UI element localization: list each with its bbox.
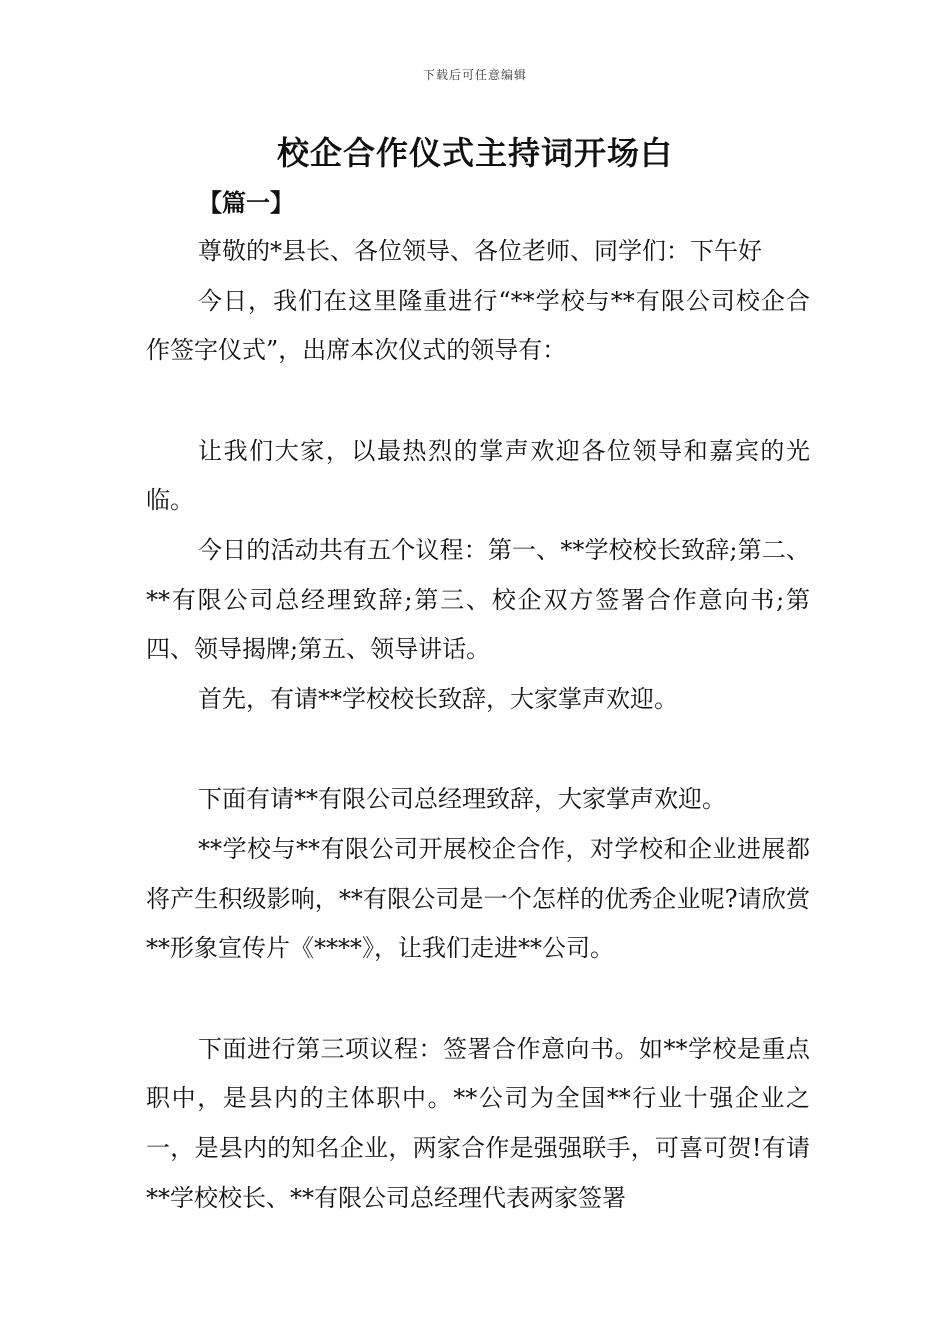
paragraph-cooperation: **学校与**有限公司开展校企合作，对学校和企业进展都将产生积级影响，**有限公司是一个怎样的优秀企业呢?请欣赏**形象宣传片《****》，让我们走进**公司。: [146, 834, 810, 963]
paragraph-principal-speech: 首先，有请**学校校长致辞，大家掌声欢迎。: [198, 684, 678, 713]
section-label: 【篇一】: [198, 188, 294, 217]
paragraph-manager-speech: 下面有请**有限公司总经理致辞，大家掌声欢迎。: [198, 785, 726, 814]
paragraph-signing: 下面进行第三项议程：签署合作意向书。如**学校是重点职中，是县内的主体职中。**公司为全国**行业十强企业之一，是县内的知名企业，两家合作是强强联手，可喜可贺!有请**学校校长、**有限公司总经理代表两家签署: [146, 1034, 810, 1212]
blank-line: [146, 376, 810, 427]
header-note: 下载后可任意编辑: [422, 68, 527, 82]
paragraph-agenda: 今日的活动共有五个议程：第一、**学校校长致辞;第二、**有限公司总经理致辞;第三、校企双方签署合作意向书;第四、领导揭牌;第五、领导讲话。: [146, 535, 810, 664]
blank-line: [146, 974, 810, 1025]
document-title: 校企合作仪式主持词开场白: [276, 134, 673, 172]
body-text: [146, 227, 810, 1223]
paragraph-welcome: 让我们大家，以最热烈的掌声欢迎各位领导和嘉宾的光临。: [146, 436, 810, 515]
blank-line: [146, 724, 810, 775]
paragraph-intro: 今日，我们在这里隆重进行“**学校与**有限公司校企合作签字仪式”，出席本次仪式的领导有：: [146, 286, 810, 365]
paragraph-greeting: 尊敬的*县长、各位领导、各位老师、同学们：下午好: [198, 237, 762, 265]
